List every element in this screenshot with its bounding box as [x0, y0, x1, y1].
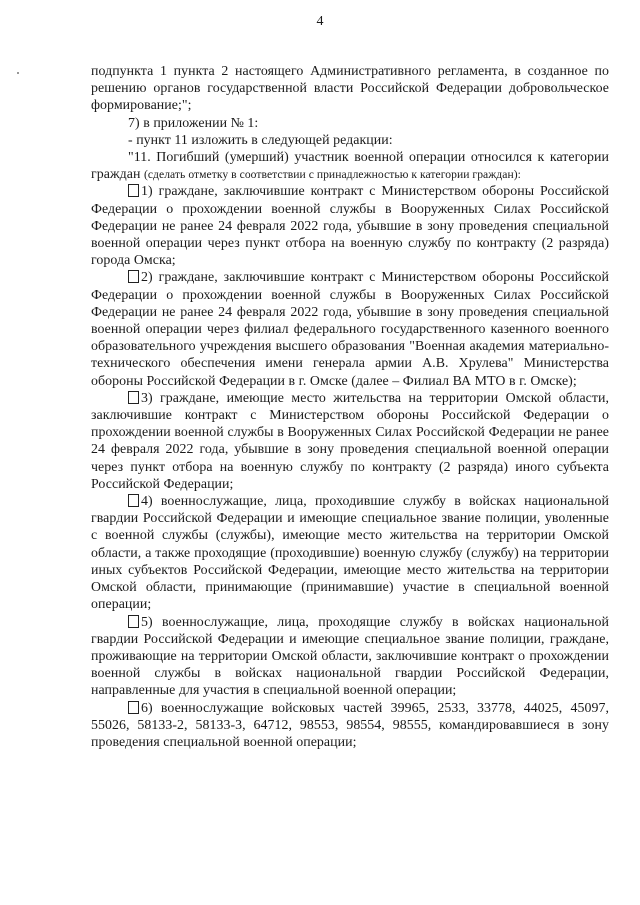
category-5-text: 5) военнослужащие, лица, проходящие службу в войсках национальной гвардии Российской Федерации и имеющие специальное звание полиции, граждане, проживающие на территории Омской области, заключившие контракт о прохождении военной службы в войсках национальной гвардии Российской Федерации, направленные для участия в специальной военной операции; — [91, 614, 609, 699]
category-1-checkbox[interactable] — [128, 184, 139, 197]
category-item-5 — [91, 614, 609, 700]
category-2-text: 2) граждане, заключившие контракт с Министерством обороны Российской Федерации о прохождении военной службы в Вооруженных Силах Российской Федерации не ранее 24 февраля 2022 года, убывшие в зону проведения специальной военной операции через филиал федерального государственного казенного военного образовательного учреждения высшего образования "Военная академия материально-технического обеспечения имени генерала армии А.В. Хрулева" Министерства обороны Российской Федерации в г. Омске (далее – Филиал ВА МТО в г. Омске); — [91, 270, 609, 389]
paragraph-appendix-item: 7) в приложении № 1: — [128, 115, 259, 131]
category-item-4 — [91, 493, 609, 613]
category-2-checkbox[interactable] — [128, 270, 139, 283]
category-item-3 — [91, 390, 609, 493]
category-6-checkbox[interactable] — [128, 701, 139, 714]
category-5-checkbox[interactable] — [128, 615, 139, 628]
category-4-checkbox[interactable] — [128, 494, 139, 507]
margin-mark — [17, 72, 19, 74]
paragraph-point-edit: - пункт 11 изложить в следующей редакции: — [128, 132, 393, 148]
category-item-2 — [91, 269, 609, 389]
point-11-note: (сделать отметку в соответствии с принадлежностью к категории граждан): — [143, 168, 521, 182]
category-3-checkbox[interactable] — [128, 391, 139, 404]
document-body — [91, 63, 609, 751]
category-1-text: 1) граждане, заключившие контракт с Министерством обороны Российской Федерации о прохождении военной службы в Вооруженных Силах Российской Федерации не ранее 24 февраля 2022 года, убывшие в зону проведения специальной военной операции через пункт отбора на военную службу по контракту (2 разряда) города Омска; — [91, 184, 609, 269]
paragraph-continuation: подпункта 1 пункта 2 настоящего Административного регламента, в созданное по решению органов государственной власти Российской Федерации добровольческое формирование;"; — [91, 64, 609, 114]
category-4-text: 4) военнослужащие, лица, проходившие службу в войсках национальной гвардии Российской Федерации и имеющие специальное звание полиции, уволенные с военной службы (службы), имеющие место жительства на территории Омской области, а также проходящие (проходившие) военную службу (службу) на территории иных субъектов Российской Федерации, имеющие место жительства на территории Омской области, принимающие (принимавшие) участие в специальной военной операции; — [91, 494, 609, 613]
category-item-1 — [91, 183, 609, 269]
category-3-text: 3) граждане, имеющие место жительства на территории Омской области, заключившие контракт с Министерством обороны Российской Федерации о прохождении военной службы в Вооруженных Силах Российской Федерации не ранее 24 февраля 2022 года, убывшие в зону проведения специальной военной операции через пункт отбора на военную службу по контракту (2 разряда) иного субъекта Российской Федерации; — [91, 390, 609, 492]
paragraph-point-11 — [91, 149, 609, 183]
page-number: 4 — [316, 14, 324, 29]
category-item-6 — [91, 700, 609, 752]
point-11-text: "11. Погибший (умерший) участник военной операции относился к категории граждан — [91, 150, 609, 183]
category-6-text: 6) военнослужащие войсковых частей 39965, 2533, 33778, 44025, 45097, 55026, 58133-2, 58133-3, 64712, 98553, 98554, 98555, командировавшиеся в зону проведения специальной военной операции; — [91, 700, 609, 750]
